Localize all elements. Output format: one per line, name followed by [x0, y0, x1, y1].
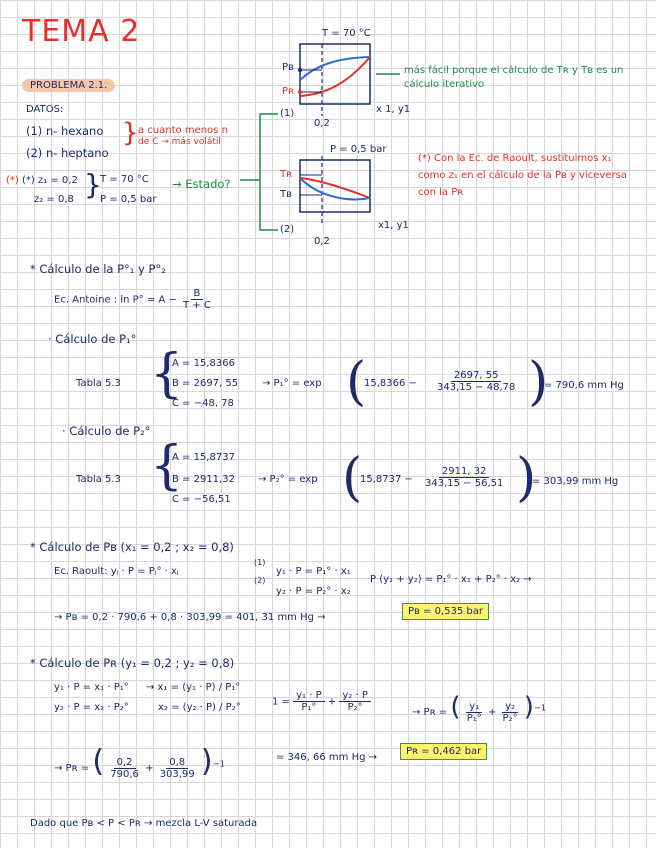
p1-fraction: $\frac{2697, 55}{343,15 - 48,78}$ [437, 370, 516, 393]
paren-close-icon: ) [516, 448, 537, 508]
p2-heading: · Cálculo de P₂° [62, 424, 151, 438]
p1-exp-label: → P₁° = exp [262, 378, 322, 389]
pr-sum: 1 = $\frac{\text{y₁ · P}}{\text{P₁°}}$ + $\frac{\text{y₂ · P}}{\text{P₂°}}$ [272, 690, 371, 713]
p2-exp-label: → P₂° = exp [258, 474, 318, 485]
diagram1-title: T = 70 °C [322, 28, 371, 39]
problem-label: PROBLEMA 2.1. [22, 80, 115, 91]
diagrams-svg [240, 40, 400, 240]
diagram1-branch-label: (1) [280, 108, 295, 119]
p2-coef-b: B = 2911,32 [172, 474, 235, 485]
pressure-value: P = 0,5 bar [100, 194, 157, 205]
pb-heading: * Cálculo de Pʙ (x₁ = 0,2 ; x₂ = 0,8) [30, 540, 234, 554]
page-title: TEMA 2 [22, 14, 141, 49]
pr-r-1: → x₁ = (y₁ · P) / P₁° [146, 682, 241, 693]
diagram1-axis-label: x 1, y1 [376, 104, 411, 115]
antoine-equation: Ec. Antoine : ln P° = A − $\frac{B}{T + C}$ [54, 288, 211, 311]
pr-heading: * Cálculo de Pʀ (y₁ = 0,2 ; y₂ = 0,8) [30, 656, 235, 670]
brace-icon: } [122, 118, 139, 148]
pr-result: Pʀ = 0,462 bar [400, 746, 487, 757]
pr-calc-result: = 346, 66 mm Hg → [276, 752, 377, 763]
pb-eq-1: y₁ · P = P₁° · x₁ [276, 566, 351, 577]
p1-table-ref: Tabla 5.3 [76, 378, 121, 389]
p1-coef-a: A = 15,8366 [172, 358, 235, 369]
brace-icon: } [84, 168, 102, 201]
diagram2-title: P = 0,5 bar [330, 144, 387, 155]
diagram1-tick-label: 0,2 [314, 118, 330, 129]
p1-coef-b: B = 2697, 55 [172, 378, 239, 389]
temperature-value: T = 70 °C [100, 174, 149, 185]
pr-r-2: x₂ = (y₂ · P) / P₂° [158, 702, 241, 713]
brace-icon: { [150, 436, 184, 496]
raoult-equation: Ec. Raoult: yⱼ · P = Pⱼ° · xⱼ [54, 566, 179, 577]
brace-icon: { [150, 344, 184, 404]
p2-coef-a: A = 15,8737 [172, 452, 235, 463]
pr-calc: → Pʀ = ( $\frac{0,2}{790,6}$ + $\frac{0,8}{303,99}$ )$^{-1}$ [54, 744, 225, 780]
paren-open-icon: ( [342, 448, 363, 508]
p1-result: = 790,6 mm Hg [544, 380, 624, 391]
diagram2-tick-label: 0,2 [314, 236, 330, 247]
pb-eq-2: y₂ · P = P₂° · x₂ [276, 586, 351, 597]
section-vapor-pressure-heading: * Cálculo de la P°₁ y P°₂ [30, 262, 166, 276]
diagram2-branch-label: (2) [280, 224, 295, 235]
diagram2-note: (*) Con la Ec. de Raoult, sustituimos x₁ como z₁ en el cálculo de la Pʙ y viceversa con la Pʀ [418, 153, 627, 198]
diagram2-axis-label: x1, y1 [378, 220, 409, 231]
pb-label-1: (1) [254, 558, 266, 567]
z1-value: (*) (*) z₁ = 0,2 [6, 175, 78, 186]
p2-table-ref: Tabla 5.3 [76, 474, 121, 485]
pb-label-2: (2) [254, 576, 266, 585]
diagram2-blue-curve [300, 178, 370, 199]
p2-result: = 303,99 mm Hg [532, 476, 619, 487]
volatility-note-b: de C → más volátil [138, 137, 221, 147]
pb-result: Pʙ = 0,535 bar [402, 606, 489, 617]
pr-eq-1: y₁ · P = x₁ · P₁° [54, 682, 129, 693]
diagram2-tr-label: Tʀ [280, 169, 293, 180]
estado-question: → Estado? [172, 177, 231, 191]
component-1: (1) n- hexano [26, 124, 104, 138]
diagram1-pb-point [298, 68, 302, 72]
paren-open-icon: ( [346, 352, 367, 412]
component-2: (2) n- heptano [26, 146, 109, 160]
pr-eq-2: y₂ · P = x₂ · P₂° [54, 702, 129, 713]
diagram1-pr-point [298, 90, 302, 94]
pb-calc: → Pʙ = 0,2 · 790,6 + 0,8 · 303,99 = 401, 31 mm Hg → [54, 612, 326, 623]
p1-coef-c: C = −48, 78 [172, 398, 234, 409]
green-connector [260, 114, 278, 230]
p2-fraction: $\frac{2911, 32}{343,15 - 56,51}$ [425, 466, 504, 489]
pr-formula: → Pʀ = ( $\frac{\text{y₁}}{\text{P₁°}}$ + $\frac{\text{y₂}}{\text{P₂°}}$ )$^{-1}$ [412, 692, 547, 724]
diagram1-pr-label: Pʀ [282, 86, 295, 97]
p1-heading: · Cálculo de P₁° [48, 332, 137, 346]
datos-label: DATOS: [26, 104, 64, 115]
conclusion: Dado que Pʙ < P < Pʀ → mezcla L-V saturada [30, 818, 258, 829]
volatility-note-a: a cuanto menos n [138, 125, 228, 136]
diagram1-red-curve [300, 57, 370, 96]
pb-sum: P (y₁ + y₂) = P₁° · x₁ + P₂° · x₂ → [370, 574, 532, 585]
p2-constant: 15,8737 − [360, 474, 413, 485]
diagram1-note: más fácil porque el cálculo de Tʀ y Tʙ es un cálculo iterativo [404, 65, 624, 90]
diagram1-pb-label: Pʙ [282, 62, 294, 73]
p1-constant: 15,8366 − [364, 378, 417, 389]
diagram2-tb-label: Tʙ [280, 189, 292, 200]
p2-coef-c: C = −56,51 [172, 494, 231, 505]
z2-value: z₂ = 0,8 [34, 194, 74, 205]
paren-close-icon: ) [528, 352, 549, 412]
